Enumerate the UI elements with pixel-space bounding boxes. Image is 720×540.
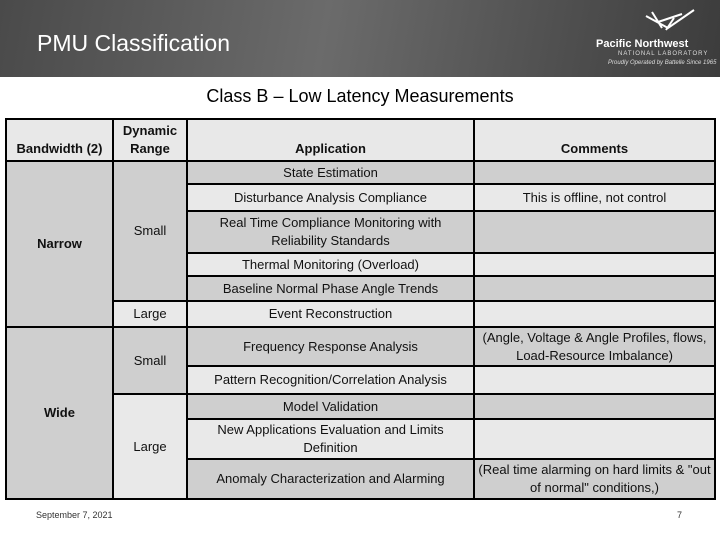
logo-mark-icon xyxy=(638,8,698,36)
range-wide-small: Small xyxy=(113,327,187,394)
slide-subtitle: Class B – Low Latency Measurements xyxy=(206,86,514,106)
comment-cell: (Real time alarming on hard limits & "out of normal" conditions,) xyxy=(474,459,715,499)
application-cell: Real Time Compliance Monitoring with Reliability Standards xyxy=(187,211,474,253)
header-application: Application xyxy=(187,119,474,161)
page-number: 7 xyxy=(677,510,683,520)
footer-date: September 7, 2021 xyxy=(36,510,113,520)
slide-title: PMU Classification xyxy=(37,30,230,56)
logo-tagline: Proudly Operated by Battelle Since 1965 xyxy=(608,60,717,66)
range-narrow-large: Large xyxy=(113,301,187,327)
table-row xyxy=(6,161,715,184)
pnnl-logo xyxy=(594,8,716,70)
classification-table xyxy=(5,118,716,500)
application-cell: Pattern Recognition/Correlation Analysis xyxy=(187,366,474,394)
logo-name: Pacific Northwest xyxy=(596,38,689,50)
header-comments: Comments xyxy=(474,119,715,161)
application-cell: Frequency Response Analysis xyxy=(187,327,474,366)
application-cell: Event Reconstruction xyxy=(187,301,474,327)
bandwidth-narrow: Narrow xyxy=(6,161,113,327)
application-cell: New Applications Evaluation and Limits Definition xyxy=(187,419,474,459)
title-banner xyxy=(0,0,720,77)
application-cell: Thermal Monitoring (Overload) xyxy=(187,253,474,276)
header-row xyxy=(6,119,715,161)
comment-cell xyxy=(474,394,715,419)
table-row xyxy=(6,301,715,327)
comment-cell xyxy=(474,211,715,253)
bandwidth-wide: Wide xyxy=(6,327,113,499)
range-narrow-small: Small xyxy=(113,161,187,301)
comment-cell xyxy=(474,276,715,301)
logo-sub: NATIONAL LABORATORY xyxy=(618,51,709,57)
comment-cell xyxy=(474,161,715,184)
comment-cell xyxy=(474,253,715,276)
comment-cell xyxy=(474,301,715,327)
table-row xyxy=(6,327,715,366)
application-cell: Disturbance Analysis Compliance xyxy=(187,184,474,211)
table-row xyxy=(6,394,715,419)
comment-cell xyxy=(474,366,715,394)
application-cell: Anomaly Characterization and Alarming xyxy=(187,459,474,499)
application-cell: Model Validation xyxy=(187,394,474,419)
header-dynamic-range: Dynamic Range xyxy=(113,119,187,161)
comment-cell xyxy=(474,419,715,459)
comment-cell: (Angle, Voltage & Angle Profiles, flows, Load-Resource Imbalance) xyxy=(474,327,715,366)
header-bandwidth: Bandwidth (2) xyxy=(6,119,113,161)
comment-cell: This is offline, not control xyxy=(474,184,715,211)
application-cell: Baseline Normal Phase Angle Trends xyxy=(187,276,474,301)
application-cell: State Estimation xyxy=(187,161,474,184)
range-wide-large: Large xyxy=(113,394,187,499)
